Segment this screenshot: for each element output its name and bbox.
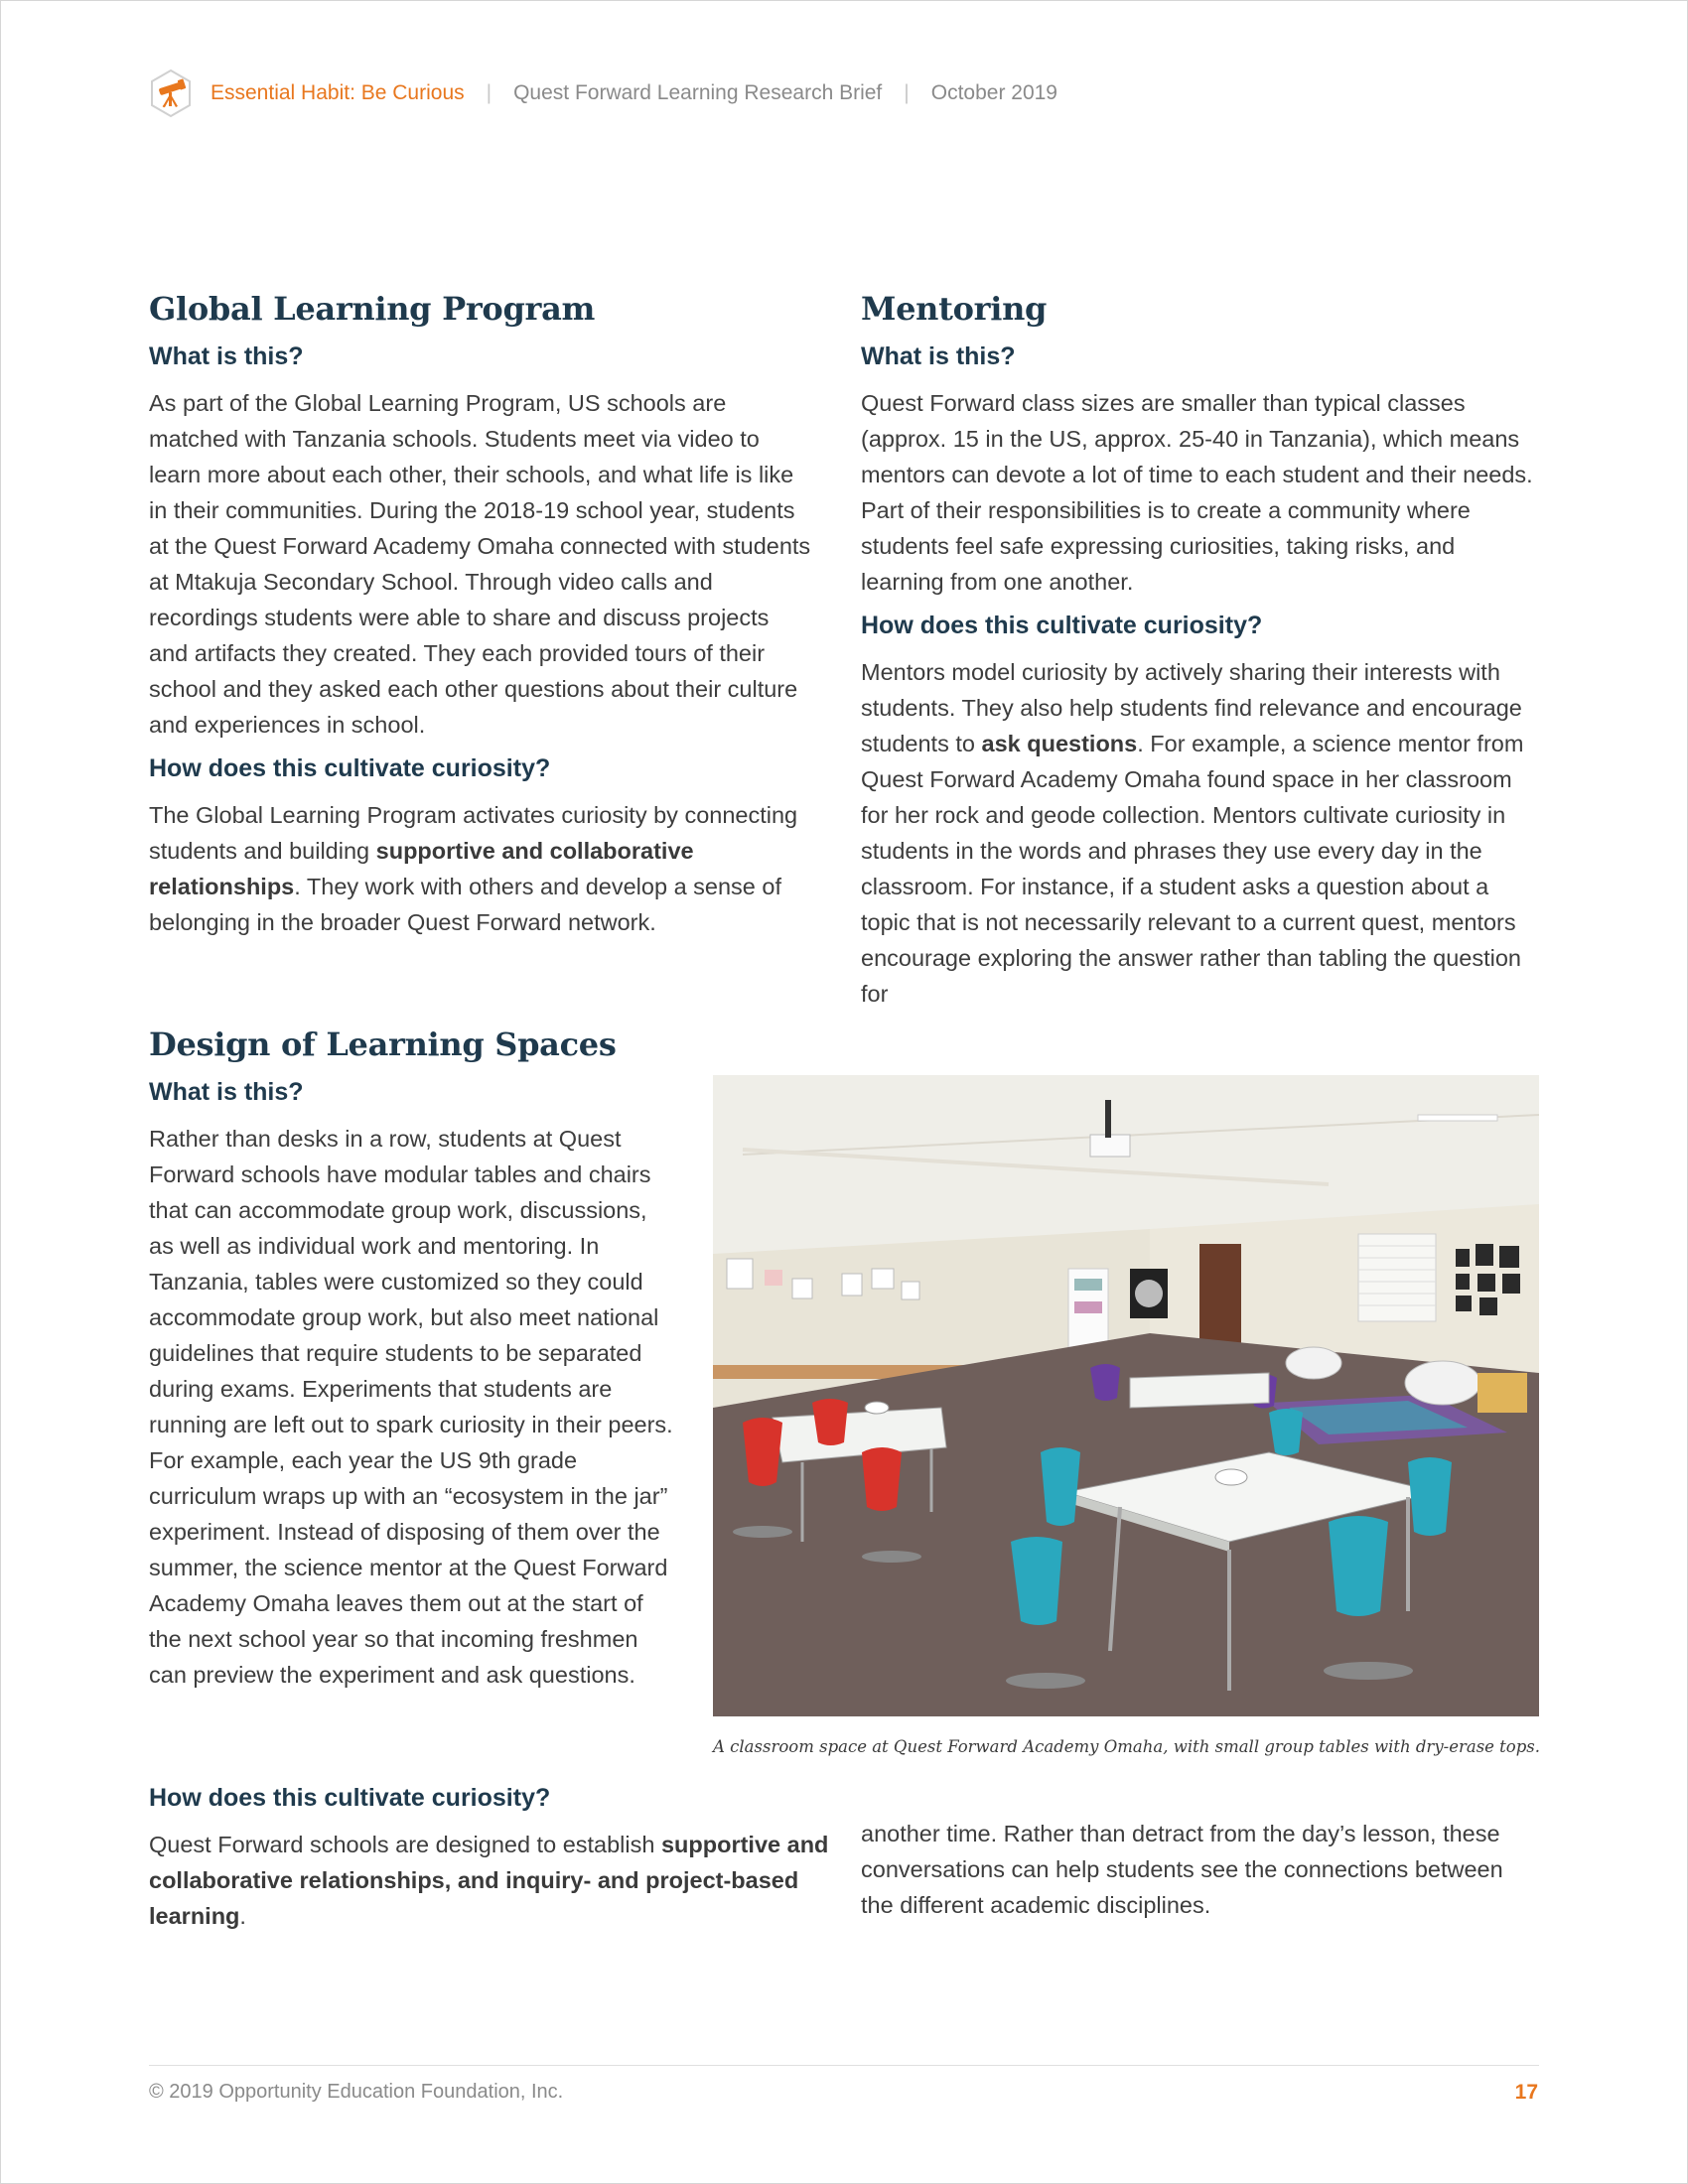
header-separator: | (904, 81, 910, 104)
mentoring-continued-text: another time. Rather than detract from the day’s lesson, these conversations can help students see the connections between the different academic disciplines. (861, 1821, 1503, 1918)
header-date: October 2019 (930, 81, 1057, 104)
mentoring-how-heading: How does this cultivate curiosity? (861, 612, 1263, 639)
photo-caption: A classroom space at Quest Forward Academy Omaha, with small group tables with dry-erase tops. (713, 1737, 1541, 1756)
design-how-text: Quest Forward schools are designed to establish supportive and collaborative relationships, and inquiry- and project-based learning. (149, 1832, 829, 1929)
design-how-section (149, 1784, 839, 1934)
global-what-heading: What is this? (149, 342, 304, 370)
mentoring-continued (861, 1816, 1539, 1923)
global-how-text: The Global Learning Program activates curiosity by connecting students and building supportive and collaborative relationships. They work with others and develop a sense of belonging in the broader Quest Forward network. (149, 802, 798, 935)
design-what-heading: What is this? (149, 1078, 304, 1106)
mentoring-title: Mentoring (861, 290, 1048, 328)
page-number: 17 (1514, 2081, 1538, 2104)
footer-divider (149, 2065, 1539, 2066)
mentoring-what-text: Quest Forward class sizes are smaller than typical classes (approx. 15 in the US, approx. 25-40 in Tanzania), which means mentors can devote a lot of time to each student and their needs. Part of their responsibilities is to create a community where students feel safe expressing curiosities, taking risks, and learning from one another. (861, 390, 1533, 595)
design-what-text: Rather than desks in a row, students at Quest Forward schools have modular tables and chairs that can accommodate group work, discussions, as well as individual work and mentoring. In Tanzania, tables were customized so they could accommodate group work, but also meet national guidelines that require students to be separated during exams. Experiments that students are running are left out to spark curiosity in their peers. For example, each year the US 9th grade curriculum wraps up with an “ecosystem in the jar” experiment. Instead of disposing of them over the summer, the science mentor at the Quest Forward Academy Omaha leaves them out at the start of the next school year so that incoming freshmen can preview the experiment and ask questions. (149, 1126, 673, 1688)
global-what-text: As part of the Global Learning Program, US schools are matched with Tanzania schools. Students meet via video to learn more about each other, their schools, and what life is like in their communities. During the 2018-19 school year, students at the Quest Forward Academy Omaha connected with students at Mtakuja Secondary School. Through video calls and recordings students were able to share and discuss projects and artifacts they created. They each provided tours of their school and they asked each other questions about their culture and experiences in school. (149, 390, 811, 738)
footer-copyright: © 2019 Opportunity Education Foundation, Inc. (149, 2081, 564, 2103)
classroom-photo (713, 1075, 1539, 1716)
design-title: Design of Learning Spaces (149, 1025, 617, 1063)
telescope-icon (149, 68, 193, 118)
design-section (149, 1025, 675, 1693)
header-brief: Quest Forward Learning Research Brief (513, 81, 883, 104)
emphasis-text: supportive and collaborative relationships, and inquiry- and project-based learning (149, 1832, 829, 1929)
mentoring-section (861, 290, 1539, 1012)
page-header (149, 66, 1057, 121)
global-section (149, 290, 814, 940)
global-how-heading: How does this cultivate curiosity? (149, 754, 551, 782)
mentoring-how-text: Mentors model curiosity by actively sharing their interests with students. They also help students find relevance and encourage students to ask questions. For example, a science mentor from Quest Forward Academy Omaha found space in her classroom for her rock and geode collection. Mentors cultivate curiosity in students in the words and phrases they use every day in the classroom. For instance, if a student asks a question about a topic that is not necessarily relevant to a current quest, mentors encourage exploring the answer rather than tabling the question for (861, 659, 1524, 1007)
mentoring-what-heading: What is this? (861, 342, 1016, 370)
global-title: Global Learning Program (149, 290, 596, 328)
header-habit: Essential Habit: Be Curious (211, 81, 465, 104)
emphasis-text: ask questions (981, 731, 1138, 756)
design-how-heading: How does this cultivate curiosity? (149, 1784, 551, 1812)
emphasis-text: supportive and collaborative relationships (149, 838, 694, 899)
header-separator: | (486, 81, 492, 104)
